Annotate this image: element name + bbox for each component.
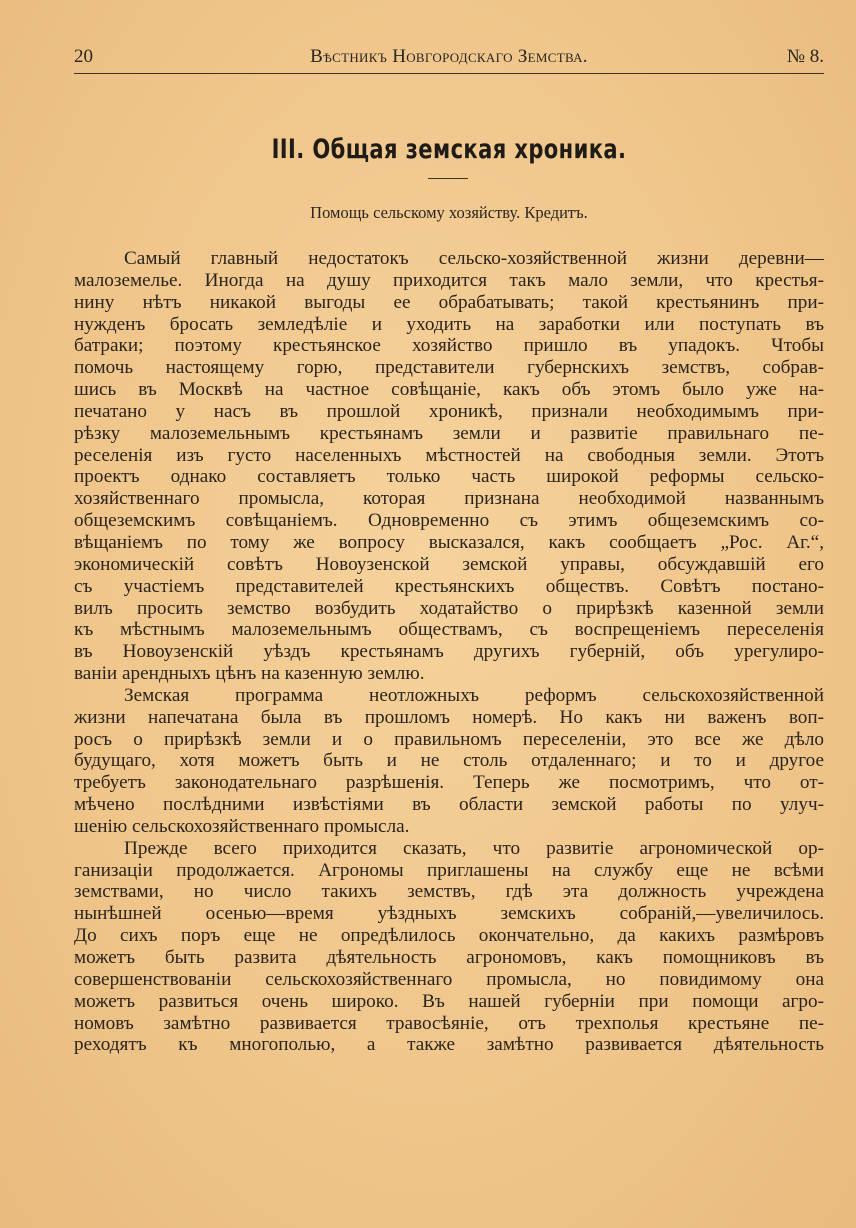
article-body (74, 248, 824, 1056)
text-line: общеземскимъ совѣщаніемъ. Одновременно съ этимъ общеземскимъ со- (74, 510, 824, 532)
text-line: совершенствованіи сельскохозяйственнаго промысла, но повидимому она (74, 968, 824, 990)
text-line: росъ о прирѣзкѣ земли и о правильномъ переселеніи, это все же дѣло (74, 728, 824, 750)
text-line: нину нѣтъ никакой выгоды ее обрабатывать; такой крестьянинъ при- (74, 291, 824, 313)
section-title: III. Общая земская хроника. (271, 134, 627, 165)
text-line: Самый главный недостатокъ сельско-хозяйственной жизни деревни— (124, 248, 824, 269)
text-line: шись въ Москвѣ на частное совѣщаніе, какъ объ этомъ было уже на- (74, 379, 824, 401)
text-line: будущаго, хотя можетъ быть и не столь отдаленнаго; и то и другое (74, 750, 824, 772)
text-line: вѣщаніемъ по тому же вопросу высказался, какъ сообщаетъ „Рос. Аг.“, (74, 531, 824, 553)
paragraph (74, 838, 824, 1056)
title-divider (428, 178, 468, 179)
text-line: жизни напечатана была въ прошломъ номерѣ. Но какъ ни важенъ воп- (74, 706, 824, 728)
text-line: нынѣшней осенью—время уѣздныхъ земскихъ собраній,—увеличилось. (74, 903, 824, 925)
text-line: мѣчено послѣдними извѣстіями въ области земской работы по улуч- (74, 794, 824, 816)
paragraph (74, 685, 824, 838)
text-line: помочь настоящему горю, представители губернскихъ земствъ, собрав- (74, 357, 824, 379)
text-line: нужденъ бросать земледѣліе и уходить на заработки или поступать въ (74, 313, 824, 335)
text-line: реселенія изъ густо населенныхъ мѣстностей на свободныя земли. Этотъ (74, 444, 824, 466)
section-subtitle: Помощь сельскому хозяйству. Кредитъ. (310, 203, 588, 222)
text-line: шенію сельскохозяйственнаго промысла. (74, 815, 410, 837)
text-line: въ Новоузенскій уѣздъ крестьянамъ другихъ губерній, объ урегулиро- (74, 641, 824, 663)
paragraph (74, 248, 824, 685)
text-line: проектъ однако составляетъ только часть широкой реформы сельско- (74, 466, 824, 488)
text-line: реходятъ къ многополью, а также замѣтно развивается дѣятельность (74, 1034, 824, 1056)
text-line: вилъ просить земство возбудить ходатайство о прирѣзкѣ казенной земли (74, 597, 824, 619)
text-line: номовъ замѣтно развивается травосѣяніе, отъ трехполья крестьяне пе- (74, 1012, 824, 1034)
text-line: Земская программа неотложныхъ реформъ сельскохозяйственной (124, 684, 824, 706)
page-number: 20 (74, 46, 93, 67)
text-line: печатано у насъ въ прошлой хроникѣ, признали необходимымъ при- (74, 400, 824, 422)
text-line: къ мѣстнымъ малоземельнымъ обществамъ, съ воспрещеніемъ переселенія (74, 619, 824, 641)
issue-number: № 8. (786, 46, 824, 67)
text-line: батраки; поэтому крестьянское хозяйство пришло въ упадокъ. Чтобы (74, 335, 824, 357)
text-line: До сихъ поръ еще не опредѣлилось окончательно, да какихъ размѣровъ (74, 925, 824, 947)
header-rule (74, 73, 824, 74)
text-line: малоземелье. Иногда на душу приходится такъ мало земли, что крестья- (74, 269, 824, 291)
text-line: хозяйственнаго промысла, которая признана необходимой названнымъ (74, 488, 824, 510)
text-line: экономическій совѣтъ Новоузенской земской управы, обсуждавшій его (74, 553, 824, 575)
text-line: ваніи арендныхъ цѣнъ на казенную землю. (74, 663, 425, 685)
text-line: ганизаціи продолжается. Агрономы приглашены на службу еще не всѣми (74, 859, 824, 881)
running-header (74, 46, 824, 72)
text-line: земствами, но число такихъ земствъ, гдѣ эта должность учреждена (74, 881, 824, 903)
text-line: Прежде всего приходится сказать, что развитіе агрономической ор- (124, 837, 824, 859)
journal-title: Вѣстникъ Новгородскаго Земства. (310, 46, 588, 67)
text-line: можетъ развиться очень широко. Въ нашей губерніи при помощи агро- (74, 990, 824, 1012)
text-line: рѣзку малоземельнымъ крестьянамъ земли и развитіе правильнаго пе- (74, 422, 824, 444)
text-line: съ участіемъ представителей крестьянскихъ обществъ. Совѣтъ постано- (74, 575, 824, 597)
text-line: можетъ быть развита дѣятельность агрономовъ, какъ помощниковъ въ (74, 947, 824, 968)
text-line: требуетъ законодательнаго разрѣшенія. Теперь же посмотримъ, что от- (74, 772, 824, 794)
